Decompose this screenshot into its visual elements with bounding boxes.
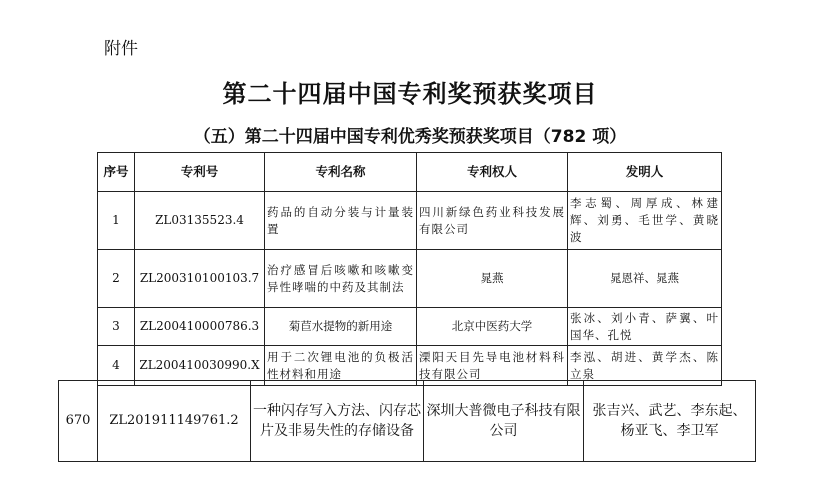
overlay-table-row-670: [58, 380, 756, 462]
award-table: [97, 152, 722, 386]
cell-seq: 670: [59, 381, 98, 462]
page-title: 第二十四届中国专利奖预获奖项目: [222, 80, 598, 108]
cell-patent-name: 药品的自动分装与计量装置: [265, 192, 417, 250]
cell-seq: 3: [98, 308, 135, 346]
header-inventors: 发明人: [568, 153, 722, 192]
cell-inventors: 张冰、刘小青、萨翼、叶国华、孔悦: [568, 308, 722, 346]
cell-holder: 溧阳天目先导电池材料科技有限公司: [417, 346, 568, 386]
cell-patent-no: ZL200410030990.X: [135, 346, 265, 386]
attachment-label: 附件: [104, 39, 138, 59]
cell-inventors: 张吉兴、武艺、李东起、杨亚飞、李卫军: [584, 381, 756, 462]
cell-seq: 2: [98, 250, 135, 308]
cell-seq: 4: [98, 346, 135, 386]
cell-patent-no: ZL03135523.4: [135, 192, 265, 250]
cell-patent-name: 菊苣水提物的新用途: [265, 308, 417, 346]
cell-seq: 1: [98, 192, 135, 250]
cell-patent-no: ZL201911149761.2: [98, 381, 251, 462]
cell-inventors: 晁恩祥、晁燕: [568, 250, 722, 308]
table-row: [59, 381, 756, 462]
header-holder: 专利权人: [417, 153, 568, 192]
table-row: [98, 308, 722, 346]
cell-holder: 晁燕: [417, 250, 568, 308]
cell-patent-no: ZL200410000786.3: [135, 308, 265, 346]
header-patent-no: 专利号: [135, 153, 265, 192]
table-row: [98, 192, 722, 250]
cell-holder: 北京中医药大学: [417, 308, 568, 346]
cell-patent-no: ZL200310100103.7: [135, 250, 265, 308]
cell-patent-name: 治疗感冒后咳嗽和咳嗽变异性哮喘的中药及其制法: [265, 250, 417, 308]
cell-inventors: 李志蜀、周厚成、林建辉、刘勇、毛世学、黄晓波: [568, 192, 722, 250]
table-row: [98, 250, 722, 308]
cell-holder: 四川新绿色药业科技发展有限公司: [417, 192, 568, 250]
page-subtitle: （五）第二十四届中国专利优秀奖预获奖项目（782 项）: [193, 127, 627, 147]
cell-inventors: 李泓、胡进、黄学杰、陈立泉: [568, 346, 722, 386]
table-header-row: [98, 153, 722, 192]
cell-patent-name: 一种闪存写入方法、闪存芯片及非易失性的存储设备: [251, 381, 424, 462]
cell-holder: 深圳大普微电子科技有限公司: [424, 381, 584, 462]
header-patent-name: 专利名称: [265, 153, 417, 192]
header-seq: 序号: [98, 153, 135, 192]
cell-patent-name: 用于二次锂电池的负极活性材料和用途: [265, 346, 417, 386]
